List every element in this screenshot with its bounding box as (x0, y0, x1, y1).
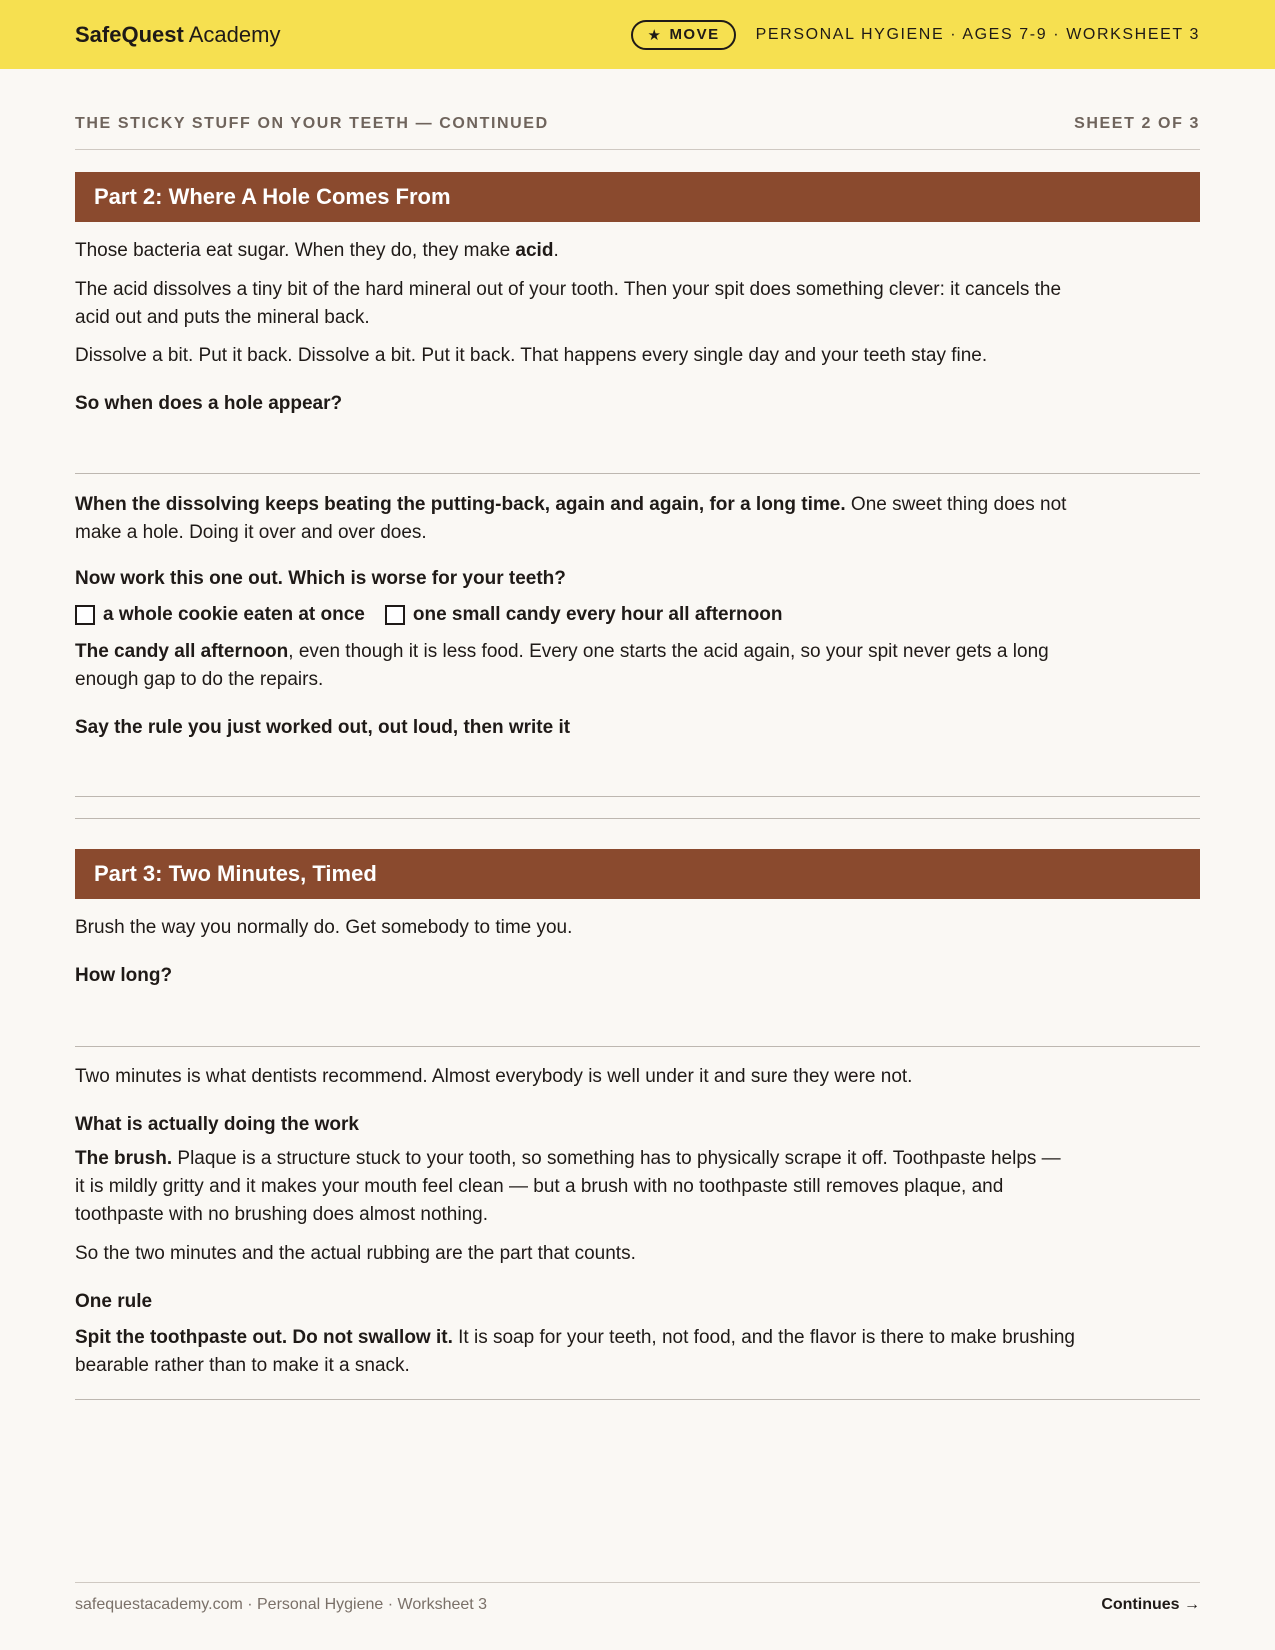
part2-paragraph-1 (75, 237, 1075, 265)
brand-bold: SafeQuest (75, 21, 184, 47)
part2-paragraph-2: The acid dissolves a tiny bit of the hard mineral out of your tooth. Then your spit does something clever: it cancels the acid out and puts the mineral back. (75, 279, 1062, 328)
part2-p1-bold: acid (515, 240, 554, 261)
part3-p3-rest: Plaque is a structure stuck to your tooth, so something has to physically scrape it off. Toothpaste helps — it is mildly gritty and it makes your mouth feel clean — but a brush with no toothpaste still removes plaque, and toothpaste with no brushing does almost nothing. (75, 1148, 1061, 1225)
end-divider (75, 1380, 1200, 1400)
part2-paragraph-3: Dissolve a bit. Put it back. Dissolve a bit. Put it back. That happens every single day and your teeth stay fine. (75, 345, 988, 366)
part3-p5-bold: Spit the toothpaste out. Do not swallow it. (75, 1327, 453, 1348)
badge-label: MOVE (669, 26, 720, 43)
question-hole: So when does a hole appear? (75, 393, 343, 414)
choice-options (75, 601, 1200, 629)
answer-worse-bold: The candy all afternoon (75, 641, 289, 662)
header-right (631, 20, 1200, 50)
section-divider (75, 797, 1200, 819)
brand-logo (75, 22, 280, 48)
part3-paragraph-3 (75, 1145, 1075, 1229)
part3-paragraph-1: Brush the way you normally do. Get somebody to time you. (75, 917, 573, 938)
answer-hole-bold: When the dissolving keeps beating the putting-back, again and again, for a long time. (75, 494, 846, 515)
checkbox-cookie[interactable] (75, 605, 95, 625)
sheet-number: SHEET 2 OF 3 (1074, 115, 1200, 132)
header-bar (0, 0, 1275, 69)
heading-one-rule: One rule (75, 1291, 153, 1312)
option-cookie[interactable] (75, 601, 365, 629)
part2-p1-text: Those bacteria eat sugar. When they do, they make (75, 240, 516, 261)
worksheet-content (75, 69, 1200, 1400)
part3-p5-rest: It is soap for your teeth, not food, and the flavor is there to make brushing bearable rather than to make it a snack. (75, 1327, 1075, 1376)
question-how-long: How long? (75, 965, 173, 986)
part2-p1-end: . (553, 240, 559, 261)
heading-doing-work: What is actually doing the work (75, 1114, 359, 1135)
answer-worse-rest: , even though it is less food. Every one starts the acid again, so your spit never gets a long enough gap to do the repairs. (75, 641, 1049, 690)
part2-title: Part 2: Where A Hole Comes From (75, 172, 1200, 222)
option-candy-label: one small candy every hour all afternoon (412, 604, 783, 625)
sheet-subheader (75, 115, 1200, 150)
part3-paragraph-2: Two minutes is what dentists recommend. Almost everybody is well under it and sure they were not. (75, 1066, 913, 1087)
footer-site: safequestacademy.com · Personal Hygiene · Worksheet 3 (75, 1596, 488, 1613)
part3-paragraph-5 (75, 1324, 1075, 1380)
question-worse: Now work this one out. Which is worse for your teeth? (75, 568, 566, 589)
checkbox-candy[interactable] (385, 605, 405, 625)
question-rule: Say the rule you just worked out, out loud, then write it (75, 717, 571, 738)
answer-line-how-long[interactable] (75, 990, 1200, 1047)
course-label: PERSONAL HYGIENE · AGES 7-9 · WORKSHEET 3 (755, 25, 1200, 43)
option-candy[interactable] (385, 601, 783, 629)
option-cookie-label: a whole cookie eaten at once (103, 604, 365, 625)
page-footer (75, 1582, 1200, 1614)
answer-worse (75, 638, 1075, 694)
move-badge (631, 20, 735, 50)
part3-p3-bold: The brush. (75, 1148, 173, 1169)
star-icon: ★ (647, 26, 663, 44)
answer-line-hole[interactable] (75, 418, 1200, 474)
answer-hole-rest: One sweet thing does not make a hole. Doing it over and over does. (75, 494, 1067, 543)
brand-rest: Academy (188, 21, 281, 47)
answer-hole (75, 491, 1075, 547)
answer-line-rule[interactable] (75, 742, 1200, 797)
part3-title: Part 3: Two Minutes, Timed (75, 849, 1200, 899)
part3-paragraph-4: So the two minutes and the actual rubbing are the part that counts. (75, 1243, 636, 1264)
footer-continues: Continues → (1101, 1596, 1200, 1613)
sheet-title: THE STICKY STUFF ON YOUR TEETH — CONTINUED (75, 115, 549, 132)
